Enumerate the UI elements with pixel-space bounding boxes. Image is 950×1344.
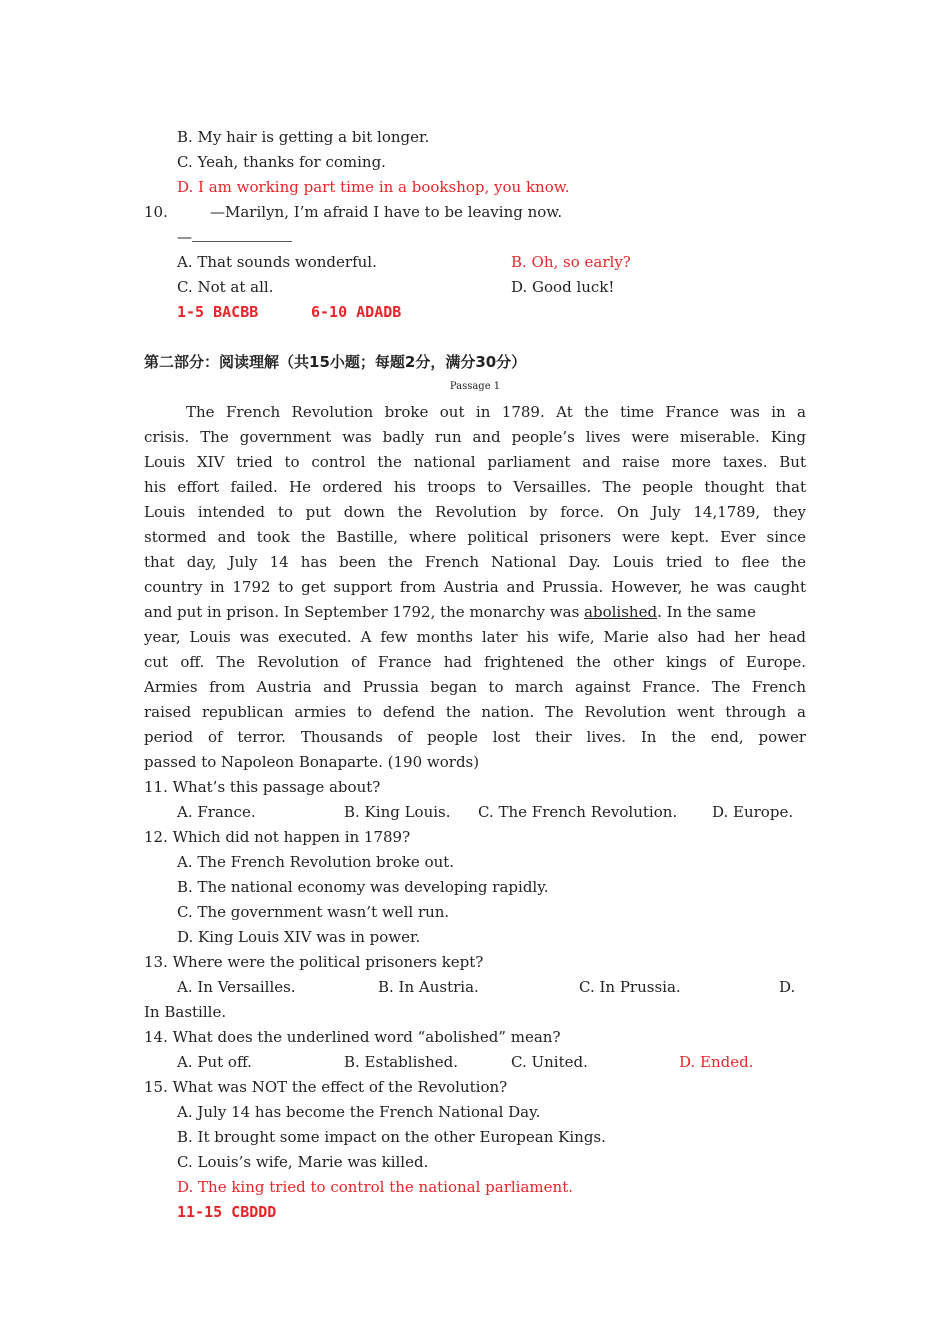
q13-option-d-label: D. xyxy=(779,978,796,996)
q11-stem: 11. What’s this passage about? xyxy=(144,778,381,796)
q10-prompt: —Marilyn, I’m afraid I have to be leaving now. xyxy=(210,203,563,221)
passage-line-3: Louis XIV tried to control the national parliament and raise more taxes. But xyxy=(144,453,806,471)
answer-key-6-10: 6-10 ADADB xyxy=(311,303,402,321)
passage-line-9-end: . In the same xyxy=(657,603,757,621)
passage-line-5: Louis intended to put down the Revolution by force. On July 14,1789, they xyxy=(144,503,806,521)
q14-option-a: A. Put off. xyxy=(177,1053,252,1071)
passage-line-2: crisis. The government was badly run and people’s lives were miserable. King xyxy=(144,428,806,446)
q11-option-b: B. King Louis. xyxy=(344,803,451,821)
q11-option-c: C. The French Revolution. xyxy=(478,803,678,821)
q15-option-a: A. July 14 has become the French National Day. xyxy=(177,1103,541,1121)
q12-stem: 12. Which did not happen in 1789? xyxy=(144,828,411,846)
q11-option-a: A. France. xyxy=(177,803,256,821)
q15-option-d-answer: D. The king tried to control the national parliament. xyxy=(177,1178,573,1196)
q13-option-b: B. In Austria. xyxy=(378,978,479,996)
passage-line-7: that day, July 14 has been the French National Day. Louis tried to flee the xyxy=(144,553,806,571)
answer-key-11-15: 11-15 CBDDD xyxy=(177,1203,277,1221)
q14-stem: 14. What does the underlined word “abolished” mean? xyxy=(144,1028,561,1046)
q13-stem: 13. Where were the political prisoners kept? xyxy=(144,953,484,971)
passage-line-1: The French Revolution broke out in 1789. At the time France was in a xyxy=(186,403,806,421)
q10-reply-line xyxy=(177,227,292,247)
q12-option-c: C. The government wasn’t well run. xyxy=(177,903,450,921)
q15-option-c: C. Louis’s wife, Marie was killed. xyxy=(177,1153,429,1171)
q10-option-a: A. That sounds wonderful. xyxy=(177,253,377,271)
q12-option-b: B. The national economy was developing rapidly. xyxy=(177,878,549,896)
q14-option-b: B. Established. xyxy=(344,1053,458,1071)
q15-option-b: B. It brought some impact on the other European Kings. xyxy=(177,1128,606,1146)
q14-option-c: C. United. xyxy=(511,1053,588,1071)
passage-line-6: stormed and took the Bastille, where political prisoners were kept. Ever since xyxy=(144,528,806,546)
answer-key-1-5: 1-5 BACBB xyxy=(177,303,259,321)
passage-line-11: cut off. The Revolution of France had frightened the other kings of Europe. xyxy=(144,653,806,671)
passage-line-10: year, Louis was executed. A few months later his wife, Marie also had her head xyxy=(144,628,806,646)
passage-line-9 xyxy=(144,602,806,622)
underlined-word-abolished: abolished xyxy=(584,603,658,621)
q10-dash: — xyxy=(177,228,192,246)
q9-option-b: B. My hair is getting a bit longer. xyxy=(177,128,430,146)
passage-last-line: passed to Napoleon Bonaparte. (190 words) xyxy=(144,753,480,771)
q10-option-d: D. Good luck! xyxy=(511,278,615,296)
q10-answer-blank xyxy=(192,227,292,242)
passage-line-13: raised republican armies to defend the nation. The Revolution went through a xyxy=(144,703,806,721)
passage-line-12: Armies from Austria and Prussia began to march against France. The French xyxy=(144,678,806,696)
q9-option-c: C. Yeah, thanks for coming. xyxy=(177,153,386,171)
q10-option-b-answer: B. Oh, so early? xyxy=(511,253,631,271)
q12-option-a: A. The French Revolution broke out. xyxy=(177,853,455,871)
passage-line-8: country in 1792 to get support from Austria and Prussia. However, he was caught xyxy=(144,578,806,596)
q13-option-a: A. In Versailles. xyxy=(177,978,296,996)
q12-option-d: D. King Louis XIV was in power. xyxy=(177,928,421,946)
q14-option-d-answer: D. Ended. xyxy=(679,1053,754,1071)
q10-number: 10. xyxy=(144,203,168,221)
passage-title: Passage 1 xyxy=(449,381,501,392)
passage-line-9-start: and put in prison. In September 1792, the monarchy was xyxy=(144,603,580,621)
passage-line-14: period of terror. Thousands of people lost their lives. In the end, power xyxy=(144,728,806,746)
q11-option-d: D. Europe. xyxy=(712,803,794,821)
q10-option-c: C. Not at all. xyxy=(177,278,274,296)
passage-line-4: his effort failed. He ordered his troops to Versailles. The people thought that xyxy=(144,478,806,496)
q15-stem: 15. What was NOT the effect of the Revolution? xyxy=(144,1078,508,1096)
q9-option-d-answer: D. I am working part time in a bookshop, you know. xyxy=(177,178,570,196)
q13-option-d-text: In Bastille. xyxy=(144,1003,227,1021)
q13-option-c: C. In Prussia. xyxy=(579,978,681,996)
section-2-heading: 第二部分：阅读理解（共15小题；每题2分，满分30分） xyxy=(144,353,527,371)
